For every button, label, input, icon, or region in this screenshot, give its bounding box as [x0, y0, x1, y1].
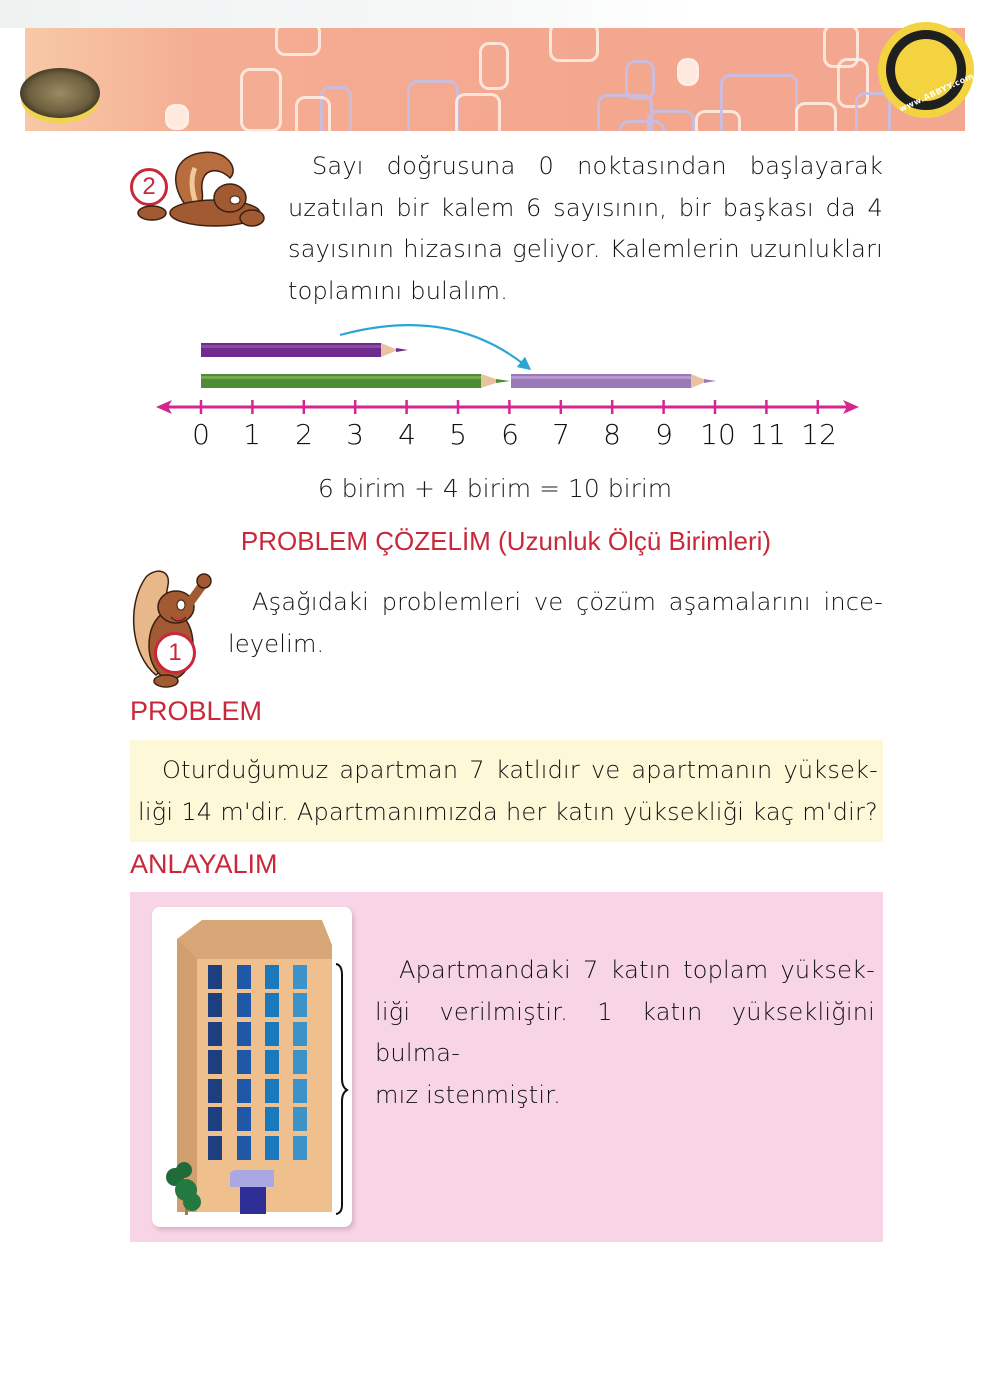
- paragraph-line: Oturduğumuz apartman 7 katlıdır ve apartmanın yüksek-: [162, 756, 878, 784]
- seal-url-text: www.ABBYY.com: [897, 71, 976, 114]
- light-purple-pencil: [511, 374, 716, 388]
- paragraph-line: leyelim.: [228, 629, 325, 658]
- paragraph-line: Apartmandaki 7 katın toplam yüksek-: [399, 956, 875, 984]
- equation: 6 birim + 4 birim = 10 birim: [317, 474, 673, 503]
- tick-label: 11: [750, 418, 786, 451]
- tick-label: 12: [801, 418, 837, 451]
- banner-decoration: [720, 74, 798, 131]
- apartment-building-icon: [152, 907, 352, 1227]
- tick-label: 10: [700, 418, 736, 451]
- banner-decoration: [165, 104, 189, 130]
- banner-decoration: [275, 28, 321, 56]
- problem-text: [138, 750, 878, 833]
- example-2-paragraph: [288, 146, 883, 312]
- paragraph-line: liği verilmiştir. 1 katın yüksekliğini bulma-: [375, 997, 875, 1067]
- tick-label: 7: [552, 418, 570, 451]
- understand-text: [375, 950, 875, 1116]
- tick-label: 5: [449, 418, 467, 451]
- banner-decoration: [549, 28, 599, 62]
- paragraph-line: toplamını bulalım.: [288, 276, 509, 305]
- banner-decoration: [240, 68, 282, 131]
- banner-decoration: [855, 92, 891, 131]
- seal-click-text: Click: [914, 55, 935, 78]
- green-pencil: [201, 374, 510, 388]
- header-banner: [25, 28, 965, 131]
- tick-label: 8: [603, 418, 621, 451]
- tick-label: 1: [243, 418, 261, 451]
- banner-decoration: [795, 102, 837, 131]
- tick-label: 4: [398, 418, 416, 451]
- understand-label: ANLAYALIM: [130, 849, 278, 879]
- paragraph-line: sayısının hizasına geliyor. Kalemlerin uzunlukları: [288, 235, 883, 263]
- tick-label: 6: [501, 418, 519, 451]
- purple-pencil: [201, 343, 408, 357]
- stamp-seal-icon: [20, 68, 100, 118]
- banner-decoration: [295, 96, 331, 131]
- top-fade: [0, 0, 990, 28]
- tick-label: 0: [192, 418, 210, 451]
- banner-decoration: [479, 42, 509, 90]
- banner-decoration: [407, 80, 459, 131]
- problem-label: PROBLEM: [130, 696, 263, 726]
- squirrel-crawling-icon: [130, 148, 270, 233]
- paragraph-line: liği 14 m'dir. Apartmanımızda her katın yüksekliği kaç m'dir?: [138, 797, 878, 826]
- number-line-diagram: [150, 320, 870, 420]
- section-title: PROBLEM ÇÖZELİM (Uzunluk Ölçü Birimleri): [240, 526, 772, 556]
- abbyy-seal-icon: [878, 22, 974, 118]
- paragraph-line: Sayı doğrusuna 0 noktasından başlayarak: [312, 152, 883, 180]
- paragraph-line: Aşağıdaki problemleri ve çözüm aşamalarını ince-: [252, 588, 883, 616]
- tick-label: 9: [655, 418, 673, 451]
- banner-decoration: [677, 58, 699, 86]
- banner-decoration: [455, 93, 501, 131]
- tick-label: 3: [346, 418, 364, 451]
- example-1-paragraph: [228, 582, 883, 665]
- banner-decoration: [625, 60, 655, 100]
- example-number-badge: 1: [154, 632, 196, 674]
- tick-label: 2: [295, 418, 313, 451]
- paragraph-line: uzatılan bir kalem 6 sayısının, bir başkası da 4: [288, 193, 883, 222]
- banner-decoration: [647, 110, 695, 131]
- example-number-badge: 2: [130, 168, 168, 206]
- height-brace-icon: [336, 964, 347, 1214]
- paragraph-line: mız istenmiştir.: [375, 1080, 561, 1109]
